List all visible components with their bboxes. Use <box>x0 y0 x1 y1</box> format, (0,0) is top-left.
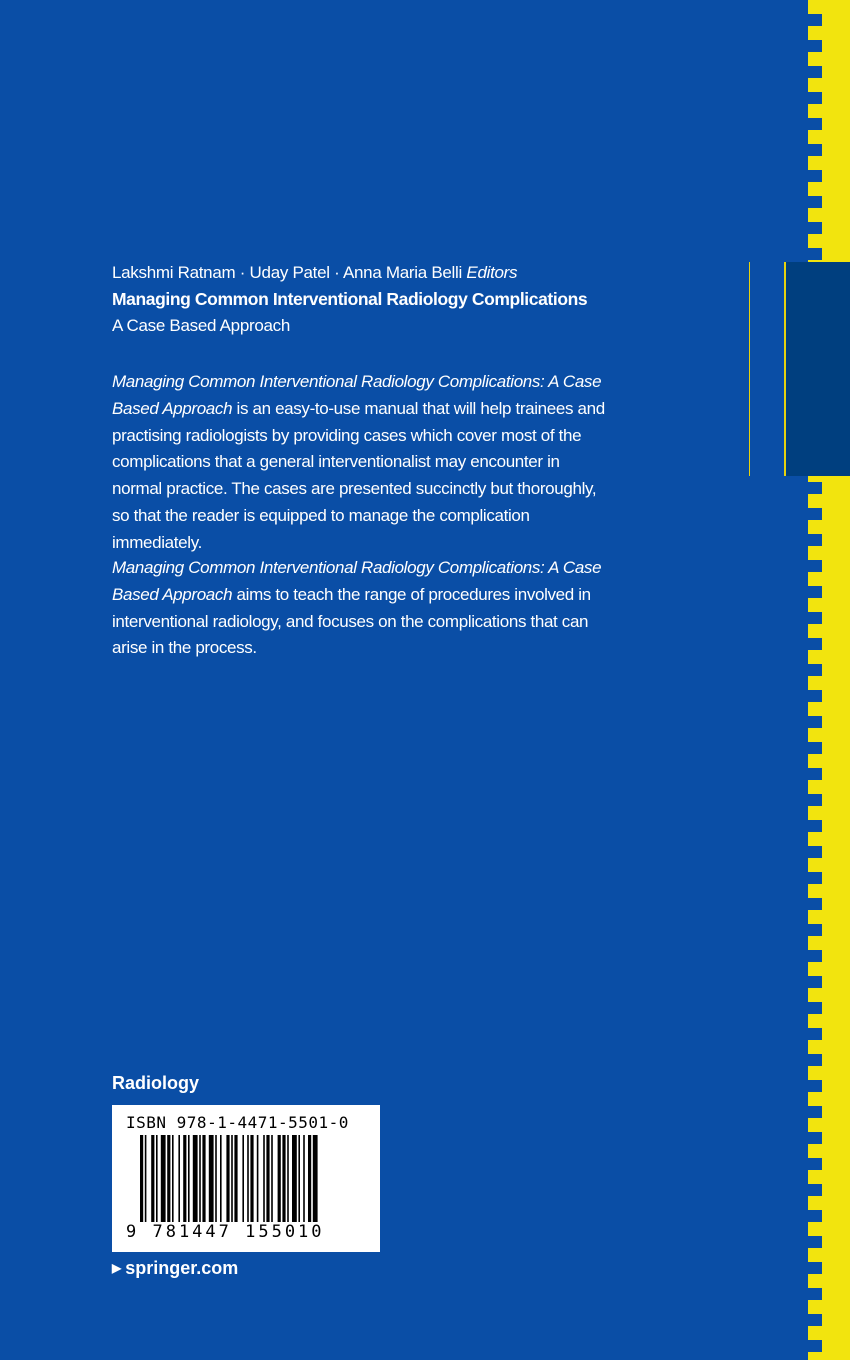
barcode-bar <box>250 1135 253 1225</box>
barcode-bar <box>167 1135 170 1225</box>
blurb-paragraph-2 <box>112 555 612 662</box>
barcode-bar <box>292 1135 297 1225</box>
blurb-1-text: is an easy-to-use manual that will help trainees and practising radiologists by providing cases which cover most of the complications that a general interventionalist may encounter in normal practice. The cases are presented succinctly but thoroughly, so that the reader is equipped to manage the complication immediately. <box>112 398 605 552</box>
blurb-2-text: aims to teach the range of procedures involved in interventional radiology, and focuses on the complications that can arise in the process. <box>112 584 591 658</box>
barcode-bar <box>199 1135 201 1225</box>
barcode-bar <box>313 1135 318 1235</box>
barcode-bar <box>161 1135 166 1225</box>
barcode-bar <box>298 1135 300 1225</box>
barcode-bar <box>178 1135 180 1225</box>
subject-category: Radiology <box>112 1073 200 1093</box>
book-subtitle: A Case Based Approach <box>112 316 290 335</box>
barcode-bar <box>193 1135 198 1225</box>
barcode-bar <box>247 1135 249 1225</box>
barcode-bar <box>215 1135 217 1225</box>
barcode-bar <box>308 1135 311 1225</box>
isbn-label: ISBN 978-1-4471-5501-0 <box>126 1113 349 1132</box>
isbn-barcode <box>112 1105 380 1252</box>
publisher-url: springer.com <box>125 1258 239 1278</box>
barcode-bar <box>145 1135 147 1225</box>
barcode-bar <box>209 1135 214 1225</box>
barcode-bar <box>156 1135 158 1225</box>
barcode-bar <box>151 1135 154 1225</box>
editors-line <box>112 263 517 283</box>
blurb-paragraph-1 <box>112 369 612 557</box>
barcode-bar <box>303 1135 305 1225</box>
barcode-bar <box>257 1135 259 1225</box>
barcode-bar <box>226 1135 229 1225</box>
barcode-bar <box>220 1135 222 1225</box>
blurb-1-italic-title: Managing Common Interventional Radiology Complications: A Case Based Approach <box>112 372 602 418</box>
barcode-bar <box>231 1135 233 1225</box>
spine-band <box>784 262 850 476</box>
band-yellow-line <box>784 262 786 476</box>
barcode-bar <box>271 1135 273 1225</box>
editor-names: Lakshmi Ratnam · Uday Patel · Anna Maria Belli <box>112 263 462 282</box>
barcode-bar <box>202 1135 205 1225</box>
barcode-bar <box>188 1135 190 1225</box>
band-thin-rule <box>749 262 750 476</box>
yellow-comb-pattern <box>808 0 822 1360</box>
barcode-bar <box>278 1135 281 1225</box>
arrow-icon: ▶ <box>112 1261 122 1275</box>
publisher-link[interactable] <box>112 1258 238 1279</box>
barcode-bar <box>263 1135 265 1225</box>
barcode-bar <box>172 1135 174 1225</box>
barcode-bar <box>242 1135 244 1225</box>
barcode-bar <box>140 1135 143 1235</box>
barcode-bar <box>183 1135 186 1225</box>
editors-role: Editors <box>466 263 518 282</box>
barcode-bar <box>287 1135 289 1225</box>
barcode-bar <box>266 1135 269 1225</box>
yellow-edge-strip <box>820 0 850 1360</box>
book-title: Managing Common Interventional Radiology Complications <box>112 289 588 309</box>
barcode-bar <box>234 1135 237 1225</box>
blurb-2-italic-title: Managing Common Interventional Radiology Complications: A Case Based Approach <box>112 558 602 604</box>
barcode-bars <box>140 1135 352 1235</box>
barcode-bar <box>282 1135 285 1225</box>
barcode-digits: 9 781447 155010 <box>126 1222 325 1242</box>
